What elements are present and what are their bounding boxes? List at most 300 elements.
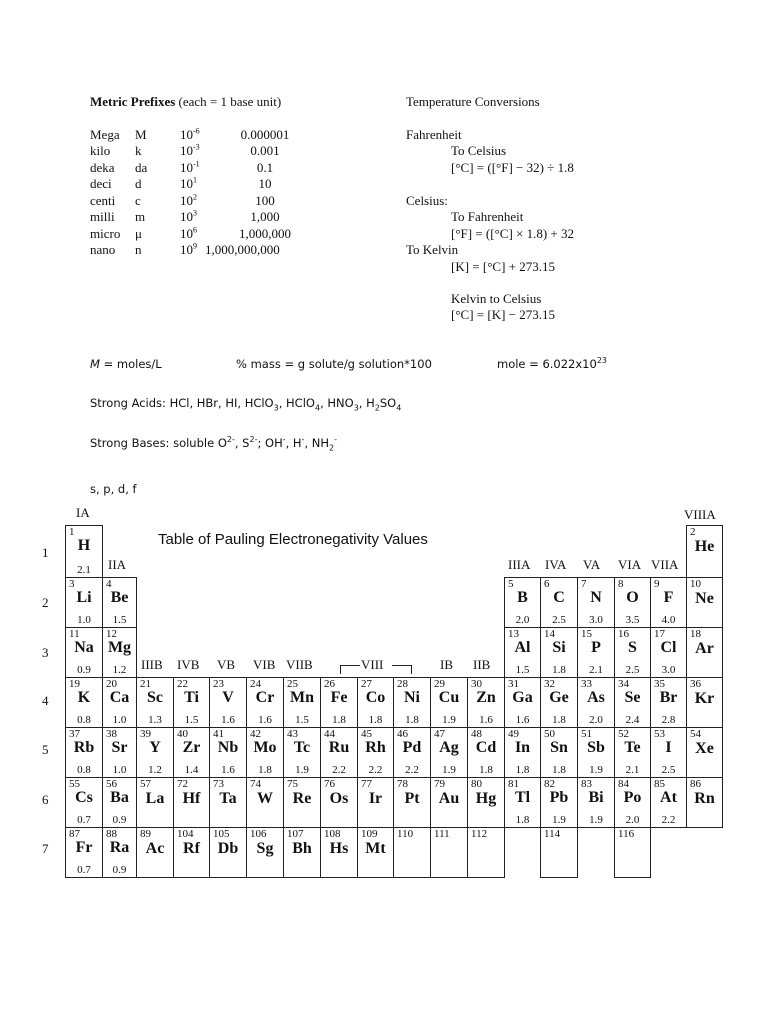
electronegativity-value: 0.8 (77, 714, 91, 726)
group-label-iiia: IIIA (508, 557, 531, 572)
element-cell (246, 827, 284, 878)
element-cell (173, 727, 210, 778)
electronegativity-value: 1.5 (515, 664, 530, 676)
mole-text: mole = 6.022x10 (497, 357, 597, 371)
electronegativity-value: 1.0 (77, 614, 91, 626)
prefix-value: 1,000 (250, 209, 280, 224)
to-celsius-label: To Celsius (451, 143, 507, 158)
element-cell (540, 577, 578, 628)
molarity-symbol: M (90, 357, 100, 371)
element-cell (467, 827, 505, 878)
element-cell (320, 827, 358, 878)
electronegativity-value: 1.9 (295, 764, 309, 776)
charge-superscript: - (334, 435, 338, 445)
element-cell (650, 577, 687, 628)
electronegativity-value: 0.8 (77, 764, 91, 776)
viii-bracket-line (392, 665, 412, 666)
element-symbol: Db (217, 840, 239, 857)
element-number: 106 (250, 828, 267, 840)
element-symbol: N (590, 589, 602, 606)
element-number: 83 (581, 778, 592, 790)
element-symbol: Cu (438, 689, 460, 706)
element-number: 2 (690, 526, 696, 538)
electronegativity-value: 2.2 (405, 764, 419, 776)
acid-list-part: , HNO (320, 396, 354, 410)
element-number: 33 (581, 678, 592, 690)
prefix-name: deci (90, 176, 112, 191)
electronegativity-value: 1.8 (515, 814, 530, 826)
group-label-via: VIA (618, 557, 642, 572)
element-symbol: La (145, 790, 165, 807)
element-cell (393, 827, 431, 878)
prefix-name: centi (90, 193, 116, 208)
electronegativity-value: 1.6 (221, 714, 235, 726)
electronegativity-value: 1.8 (479, 764, 493, 776)
element-number: 16 (618, 628, 629, 640)
group-label-iib: IIB (473, 657, 491, 672)
element-number: 41 (213, 728, 224, 740)
element-number: 40 (177, 728, 188, 740)
element-symbol: P (591, 639, 601, 656)
element-number: 14 (544, 628, 555, 640)
element-symbol: Sb (587, 739, 605, 756)
prefix-power-base: 10 (180, 209, 193, 224)
element-symbol: Sc (147, 689, 163, 706)
prefix-power-base: 10 (180, 143, 193, 158)
element-number: 80 (471, 778, 482, 790)
element-cell (102, 577, 137, 628)
base-list-part: , H (285, 436, 302, 450)
element-symbol: Hg (475, 790, 497, 807)
element-symbol: Tl (514, 789, 531, 806)
prefix-power-base: 10 (180, 160, 193, 175)
element-symbol: Se (624, 689, 641, 706)
element-symbol: O (626, 589, 639, 606)
prefix-power-exponent: -3 (193, 142, 200, 152)
element-cell (102, 827, 137, 878)
element-symbol: Zn (476, 689, 496, 706)
element-cell (357, 827, 394, 878)
electronegativity-value: 2.4 (625, 714, 640, 726)
element-symbol: Fr (75, 839, 93, 856)
element-number: 26 (324, 678, 335, 690)
electronegativity-value: 4.0 (661, 614, 676, 626)
element-number: 38 (106, 728, 117, 740)
element-symbol: Ne (695, 590, 714, 607)
electronegativity-value: 1.5 (112, 614, 127, 626)
element-cell (357, 727, 394, 778)
element-cell (577, 577, 615, 628)
group-label-iva: IVA (545, 557, 567, 572)
prefix-name: nano (90, 242, 116, 257)
element-symbol: C (553, 589, 565, 606)
element-cell (209, 777, 247, 828)
element-symbol: Mo (253, 739, 277, 756)
element-cell (136, 777, 174, 828)
element-cell (686, 525, 723, 578)
electronegativity-value: 0.9 (77, 664, 91, 676)
acid-subscript: 4 (396, 403, 402, 413)
element-symbol: Mg (107, 639, 132, 656)
element-number: 11 (69, 628, 80, 640)
element-symbol: Ni (404, 689, 420, 706)
element-symbol: Fe (330, 689, 348, 706)
element-cell (65, 525, 103, 578)
electronegativity-value: 1.8 (552, 764, 566, 776)
prefix-power-base: 10 (180, 226, 193, 241)
electronegativity-value: 1.5 (295, 714, 309, 726)
element-symbol: Xe (695, 740, 714, 757)
viii-bracket-line (411, 665, 412, 674)
prefix-symbol: da (135, 160, 148, 175)
element-number: 39 (140, 728, 151, 740)
element-cell (246, 677, 284, 728)
charge-superscript: 2- (249, 435, 258, 445)
charge-superscript: - (282, 435, 286, 445)
element-number: 29 (434, 678, 445, 690)
element-cell (209, 727, 247, 778)
element-number: 5 (508, 578, 514, 590)
element-number: 17 (654, 628, 665, 640)
celsius-label: Celsius: (406, 193, 448, 208)
strong-bases-label: Strong Bases: soluble O (90, 436, 227, 450)
group-label-va: VA (583, 557, 601, 572)
element-symbol: Y (149, 739, 161, 756)
element-symbol: Au (438, 790, 460, 807)
period-label: 7 (42, 841, 49, 856)
element-symbol: Re (292, 790, 312, 807)
element-number: 44 (324, 728, 335, 740)
element-cell (686, 727, 723, 778)
electronegativity-value: 1.0 (112, 714, 127, 726)
element-number: 13 (508, 628, 519, 640)
period-label: 4 (42, 693, 49, 708)
element-number: 114 (544, 828, 561, 840)
element-number: 76 (324, 778, 335, 790)
element-number: 52 (618, 728, 629, 740)
element-symbol: Ac (145, 840, 165, 857)
electronegativity-value: 2.0 (515, 614, 530, 626)
prefix-value: 1,000,000,000 (205, 242, 280, 257)
element-cell (686, 677, 723, 728)
element-cell (136, 727, 174, 778)
element-cell (209, 677, 247, 728)
electronegativity-value: 2.8 (661, 714, 676, 726)
element-symbol: Os (329, 790, 349, 807)
prefix-name: micro (90, 226, 121, 241)
element-number: 9 (654, 578, 660, 590)
element-number: 8 (618, 578, 624, 590)
electronegativity-value: 1.8 (258, 764, 272, 776)
element-symbol: H (77, 537, 91, 554)
element-cell (504, 727, 541, 778)
electronegativity-value: 1.8 (368, 714, 383, 726)
electronegativity-value: 1.3 (148, 714, 162, 726)
electronegativity-value: 0.7 (77, 814, 91, 826)
element-symbol: Te (624, 739, 641, 756)
element-cell (246, 777, 284, 828)
acid-list-part: SO (379, 396, 397, 410)
element-symbol: Cd (475, 739, 497, 756)
element-cell (686, 577, 723, 628)
period-label: 2 (42, 595, 49, 610)
element-cell (540, 677, 578, 728)
element-symbol: Ge (549, 689, 569, 706)
element-symbol: Mt (365, 840, 386, 857)
element-number: 105 (213, 828, 230, 840)
element-symbol: Ru (328, 739, 350, 756)
element-symbol: Sr (111, 739, 128, 756)
element-cell (504, 577, 541, 628)
prefix-power-base: 10 (180, 242, 193, 257)
prefix-symbol: d (135, 176, 142, 191)
element-symbol: Ag (439, 739, 459, 756)
element-number: 56 (106, 778, 117, 790)
fahrenheit-label: Fahrenheit (406, 127, 462, 142)
element-number: 37 (69, 728, 80, 740)
element-number: 15 (581, 628, 592, 640)
element-symbol: Mn (290, 689, 314, 706)
prefix-value: 0.000001 (240, 127, 290, 142)
element-cell (467, 677, 505, 728)
element-number: 55 (69, 778, 80, 790)
prefix-power-base: 10 (180, 176, 193, 191)
element-cell (504, 627, 541, 678)
electronegativity-value: 1.9 (589, 814, 603, 826)
element-symbol: Ta (219, 790, 237, 807)
element-cell (65, 627, 103, 678)
element-number: 86 (690, 778, 701, 790)
base-list-part: , S (234, 436, 250, 450)
element-symbol: S (628, 639, 637, 656)
element-cell (393, 777, 431, 828)
element-cell (614, 727, 651, 778)
element-cell (283, 727, 321, 778)
element-number: 73 (213, 778, 224, 790)
element-symbol: Cl (660, 639, 677, 656)
element-number: 108 (324, 828, 341, 840)
prefix-power-exponent: -1 (193, 159, 200, 169)
electronegativity-value: 1.2 (112, 664, 127, 676)
element-number: 88 (106, 828, 117, 840)
group-label-ivb: IVB (177, 657, 200, 672)
element-symbol: Ga (512, 689, 533, 706)
acid-subscript: 4 (314, 403, 321, 413)
c-to-f-formula: [°F] = ([°C] × 1.8) + 32 (451, 226, 575, 241)
element-symbol: Ba (110, 789, 129, 806)
element-symbol: Al (514, 639, 531, 656)
element-symbol: Zr (182, 739, 201, 756)
prefix-power-base: 10 (180, 193, 193, 208)
element-cell (136, 677, 174, 728)
c-to-k-formula: [K] = [°C] + 273.15 (451, 259, 555, 274)
element-cell (173, 777, 210, 828)
element-number: 35 (654, 678, 665, 690)
element-number: 42 (250, 728, 261, 740)
electronegativity-value: 1.9 (442, 714, 456, 726)
electronegativity-value: 1.8 (552, 714, 566, 726)
element-number: 54 (690, 728, 701, 740)
to-fahrenheit-label: To Fahrenheit (451, 209, 524, 224)
element-cell (577, 627, 615, 678)
element-cell (357, 677, 394, 728)
element-cell (577, 727, 615, 778)
element-cell (686, 777, 723, 828)
element-number: 116 (618, 828, 635, 840)
prefix-symbol: m (135, 209, 146, 224)
prefix-value: 10 (258, 176, 272, 191)
electronegativity-value: 2.1 (77, 564, 91, 576)
group-label-iiib: IIIB (141, 657, 163, 672)
element-symbol: V (222, 689, 234, 706)
element-cell (467, 727, 505, 778)
element-symbol: Li (76, 589, 92, 606)
electronegativity-value: 2.0 (625, 814, 640, 826)
element-symbol: As (587, 689, 605, 706)
element-number: 82 (544, 778, 555, 790)
electronegativity-value: 3.0 (661, 664, 676, 676)
element-symbol: Rh (365, 739, 386, 756)
element-symbol: Br (659, 689, 678, 706)
prefix-value: 0.001 (250, 143, 280, 158)
prefix-symbol: M (135, 127, 147, 142)
prefix-power-exponent: 1 (193, 175, 197, 185)
electronegativity-value: 1.8 (552, 664, 566, 676)
acid-subscript: 3 (273, 403, 279, 413)
element-number: 23 (213, 678, 224, 690)
element-cell (102, 777, 137, 828)
prefix-value: 1,000,000 (239, 226, 291, 241)
electronegativity-value: 1.8 (515, 764, 530, 776)
element-symbol: Bh (292, 840, 312, 857)
electronegativity-value: 2.5 (625, 664, 640, 676)
element-cell (614, 577, 651, 628)
element-cell (102, 677, 137, 728)
electronegativity-value: 1.4 (184, 764, 199, 776)
group-label-viib: VIIB (286, 657, 313, 672)
element-cell (686, 627, 723, 678)
element-cell (540, 777, 578, 828)
charge-superscript: 2- (226, 435, 235, 445)
element-number: 112 (471, 828, 488, 840)
element-number: 47 (434, 728, 445, 740)
molarity-text: = moles/L (99, 357, 162, 371)
element-cell (102, 627, 137, 678)
element-cell (650, 777, 687, 828)
electronegativity-value: 2.1 (589, 664, 603, 676)
element-number: 46 (397, 728, 408, 740)
element-cell (650, 727, 687, 778)
element-cell (209, 827, 247, 878)
element-symbol: Ir (368, 790, 383, 807)
acid-list-part: , HClO (278, 396, 315, 410)
element-cell (614, 827, 651, 878)
element-symbol: Ar (695, 640, 714, 657)
element-cell (393, 677, 431, 728)
f-to-c-formula: [°C] = ([°F] − 32) ÷ 1.8 (451, 160, 574, 175)
group-label-viia: VIIA (651, 557, 679, 572)
element-number: 18 (690, 628, 701, 640)
electronegativity-value: 2.1 (625, 764, 640, 776)
element-cell (430, 827, 468, 878)
element-symbol: Nb (217, 739, 239, 756)
element-cell (467, 777, 505, 828)
element-cell (65, 577, 103, 628)
element-cell (504, 777, 541, 828)
electronegativity-value: 2.2 (368, 764, 383, 776)
electronegativity-value: 3.5 (625, 614, 640, 626)
element-number: 89 (140, 828, 151, 840)
metric-title: Metric Prefixes (90, 94, 176, 109)
element-symbol: Hf (182, 790, 201, 807)
element-number: 32 (544, 678, 555, 690)
element-symbol: Pd (402, 739, 422, 756)
element-cell (614, 627, 651, 678)
electronegativity-value: 1.6 (258, 714, 272, 726)
group-label-viii: VIII (361, 657, 384, 672)
acid-subscript: 3 (353, 403, 359, 413)
element-symbol: Cs (75, 789, 93, 806)
element-symbol: Rn (694, 790, 715, 807)
element-symbol: F (663, 589, 674, 606)
viii-bracket-line (340, 665, 360, 666)
element-number: 6 (544, 578, 550, 590)
element-symbol: Po (623, 789, 642, 806)
element-cell (65, 777, 103, 828)
element-cell (173, 677, 210, 728)
element-number: 43 (287, 728, 298, 740)
element-symbol: Na (74, 639, 94, 656)
element-number: 48 (471, 728, 482, 740)
electronegativity-value: 1.9 (552, 814, 566, 826)
element-number: 81 (508, 778, 519, 790)
group-label-ib: IB (440, 657, 453, 672)
element-cell (430, 777, 468, 828)
element-number: 84 (618, 778, 629, 790)
prefix-name: deka (90, 160, 115, 175)
electronegativity-value: 1.8 (332, 714, 346, 726)
element-cell (577, 677, 615, 728)
element-number: 77 (361, 778, 372, 790)
element-symbol: Pt (404, 790, 420, 807)
element-symbol: B (517, 589, 528, 606)
element-cell (65, 727, 103, 778)
element-cell (614, 777, 651, 828)
element-number: 4 (106, 578, 112, 590)
prefix-symbol: μ (135, 226, 142, 241)
electronegativity-value: 1.9 (442, 764, 456, 776)
element-number: 53 (654, 728, 665, 740)
element-cell (577, 777, 615, 828)
element-number: 109 (361, 828, 378, 840)
element-cell (283, 827, 321, 878)
element-number: 87 (69, 828, 80, 840)
element-number: 74 (250, 778, 261, 790)
element-number: 75 (287, 778, 298, 790)
electronegativity-value: 1.6 (515, 714, 530, 726)
mole-exponent: 23 (596, 356, 608, 366)
element-number: 20 (106, 678, 117, 690)
to-kelvin-label: To Kelvin (406, 242, 459, 257)
element-cell (504, 677, 541, 728)
group-label-vib: VIB (253, 657, 276, 672)
prefix-symbol: k (135, 143, 142, 158)
element-cell (65, 677, 103, 728)
k-to-c-formula: [°C] = [K] − 273.15 (451, 307, 555, 322)
strong-acids-label: Strong Acids: (90, 396, 170, 410)
element-symbol: Cr (255, 689, 275, 706)
element-cell (320, 677, 358, 728)
